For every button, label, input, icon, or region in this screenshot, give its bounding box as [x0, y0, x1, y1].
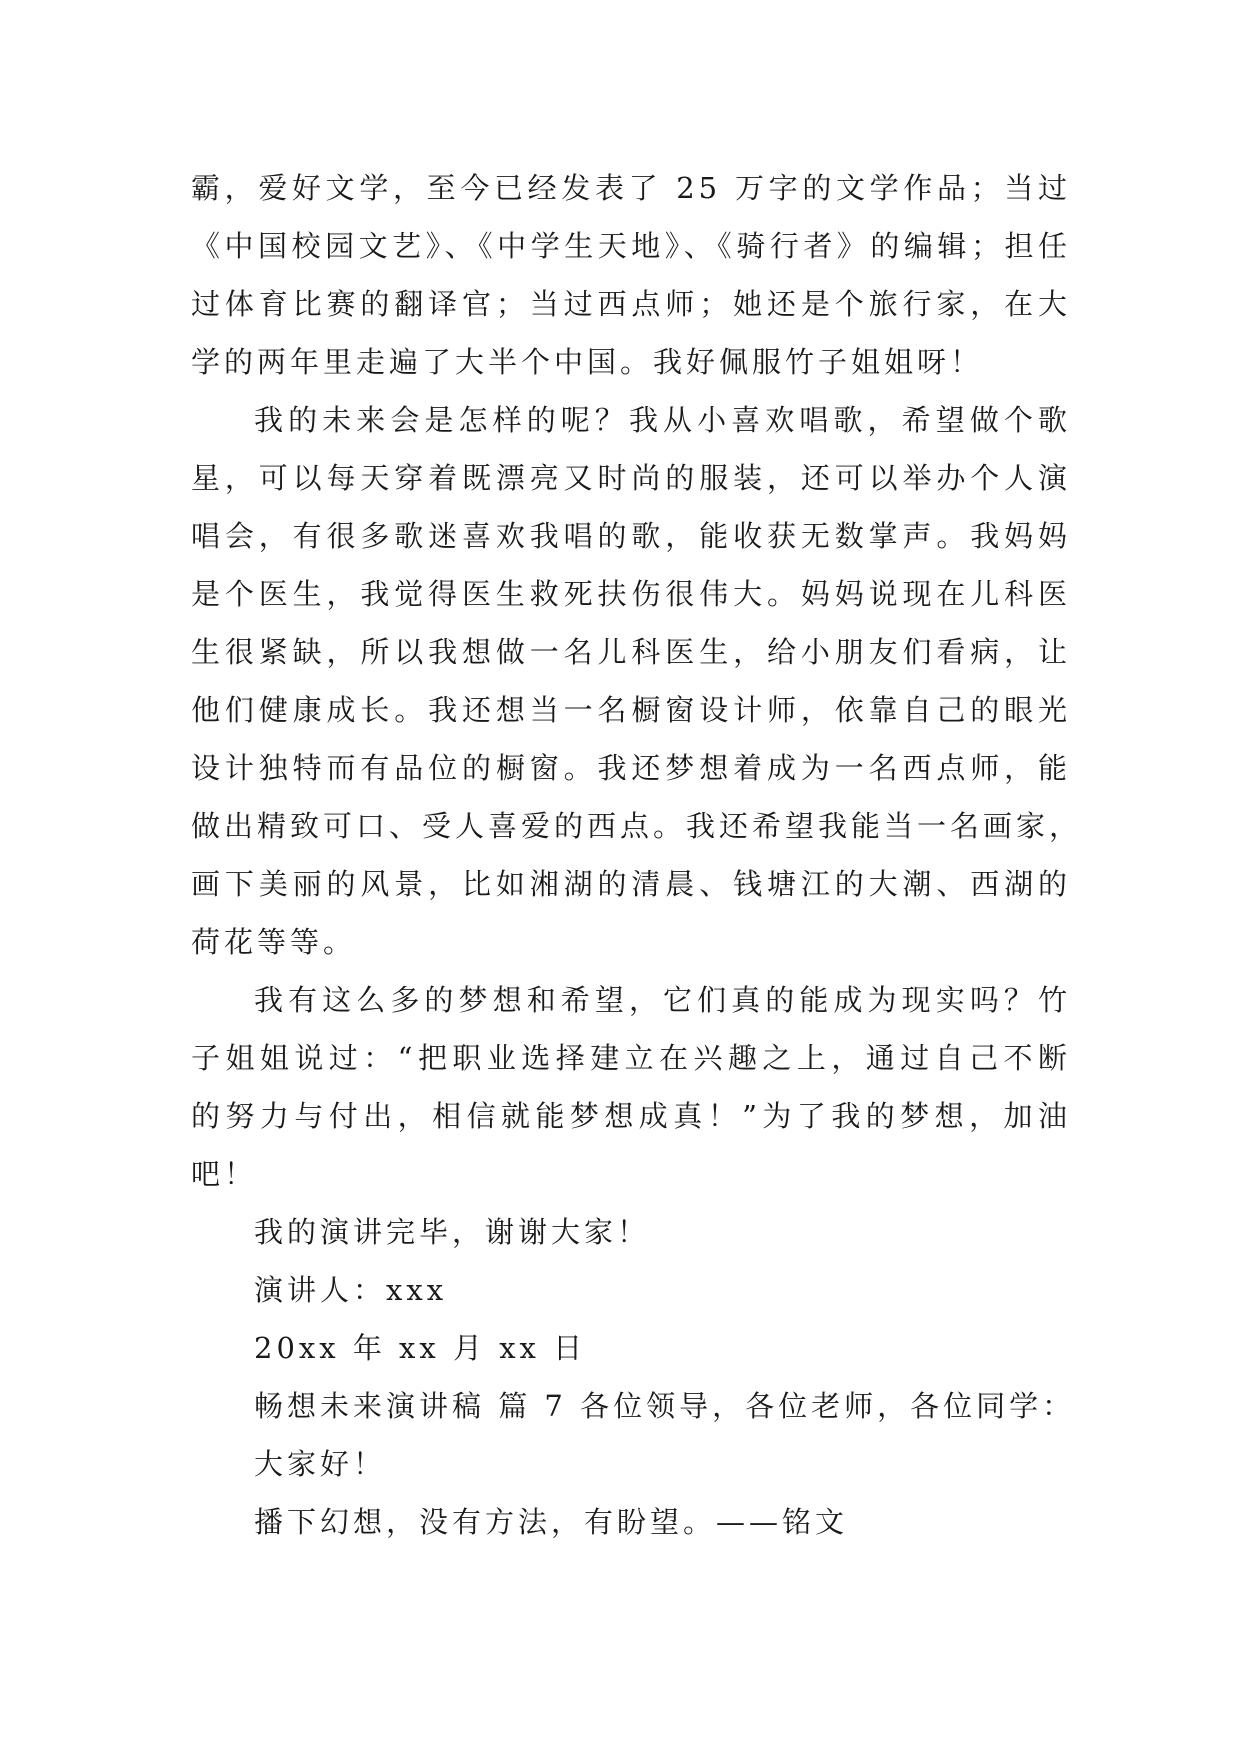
paragraph	[191, 1377, 1076, 1435]
text-line: 画下美丽的风景，比如湘湖的清晨、钱塘江的大潮、西湖的	[191, 867, 1071, 901]
text-line: 荷花等等。	[191, 925, 357, 959]
paragraph	[191, 391, 1083, 971]
text-line: 的努力与付出，相信就能梦想成真！”为了我的梦想，加油	[191, 1099, 1071, 1133]
paragraph	[191, 1261, 1071, 1319]
text-line: 生很紧缺，所以我想做一名儿科医生，给小朋友们看病，让	[191, 635, 1071, 669]
text-line: 《中国校园文艺》、《中学生天地》、《骑行者》的编辑；担任	[191, 229, 1071, 263]
text-line: 唱会，有很多歌迷喜欢我唱的歌，能收获无数掌声。我妈妈	[191, 519, 1071, 553]
text-line: 我的未来会是怎样的呢？我从小喜欢唱歌，希望做个歌	[254, 403, 1071, 437]
quote-line: 播下幻想，没有方法，有盼望。——铭文	[254, 1505, 849, 1539]
text-line: 设计独特而有品位的橱窗。我还梦想着成为一名西点师，能	[191, 751, 1071, 785]
text-line: 做出精致可口、受人喜爱的西点。我还希望我能当一名画家，	[191, 809, 1083, 843]
text-line: 他们健康成长。我还想当一名橱窗设计师，依靠自己的眼光	[191, 693, 1071, 727]
text-line: 我有这么多的梦想和希望，它们真的能成为现实吗？竹	[254, 983, 1071, 1017]
text-line: 星，可以每天穿着既漂亮又时尚的服装，还可以举办个人演	[191, 461, 1071, 495]
paragraph	[191, 1435, 1071, 1493]
paragraph	[191, 971, 1071, 1203]
closing-line: 我的演讲完毕，谢谢大家！	[254, 1215, 651, 1249]
speaker-line: 演讲人：xxx	[254, 1273, 448, 1307]
paragraph	[191, 159, 1071, 391]
text-line: 过体育比赛的翻译官；当过西点师；她还是个旅行家，在大	[191, 287, 1071, 321]
document-body	[191, 159, 1083, 1551]
paragraph	[191, 1203, 1071, 1261]
text-line: 吧！	[191, 1157, 258, 1191]
date-line: 20xx 年 xx 月 xx 日	[254, 1331, 587, 1365]
paragraph	[191, 1493, 1071, 1551]
text-line: 是个医生，我觉得医生救死扶伤很伟大。妈妈说现在儿科医	[191, 577, 1071, 611]
section-heading-line: 畅想未来演讲稿 篇 7 各位领导，各位老师，各位同学：	[254, 1389, 1076, 1423]
text-line: 子姐姐说过：“把职业选择建立在兴趣之上，通过自己不断	[191, 1041, 1071, 1075]
paragraph	[191, 1319, 1071, 1377]
text-line: 霸，爱好文学，至今已经发表了 25 万字的文学作品；当过	[191, 171, 1071, 205]
greeting-line: 大家好！	[254, 1447, 387, 1481]
text-line: 学的两年里走遍了大半个中国。我好佩服竹子姐姐呀！	[191, 345, 984, 379]
